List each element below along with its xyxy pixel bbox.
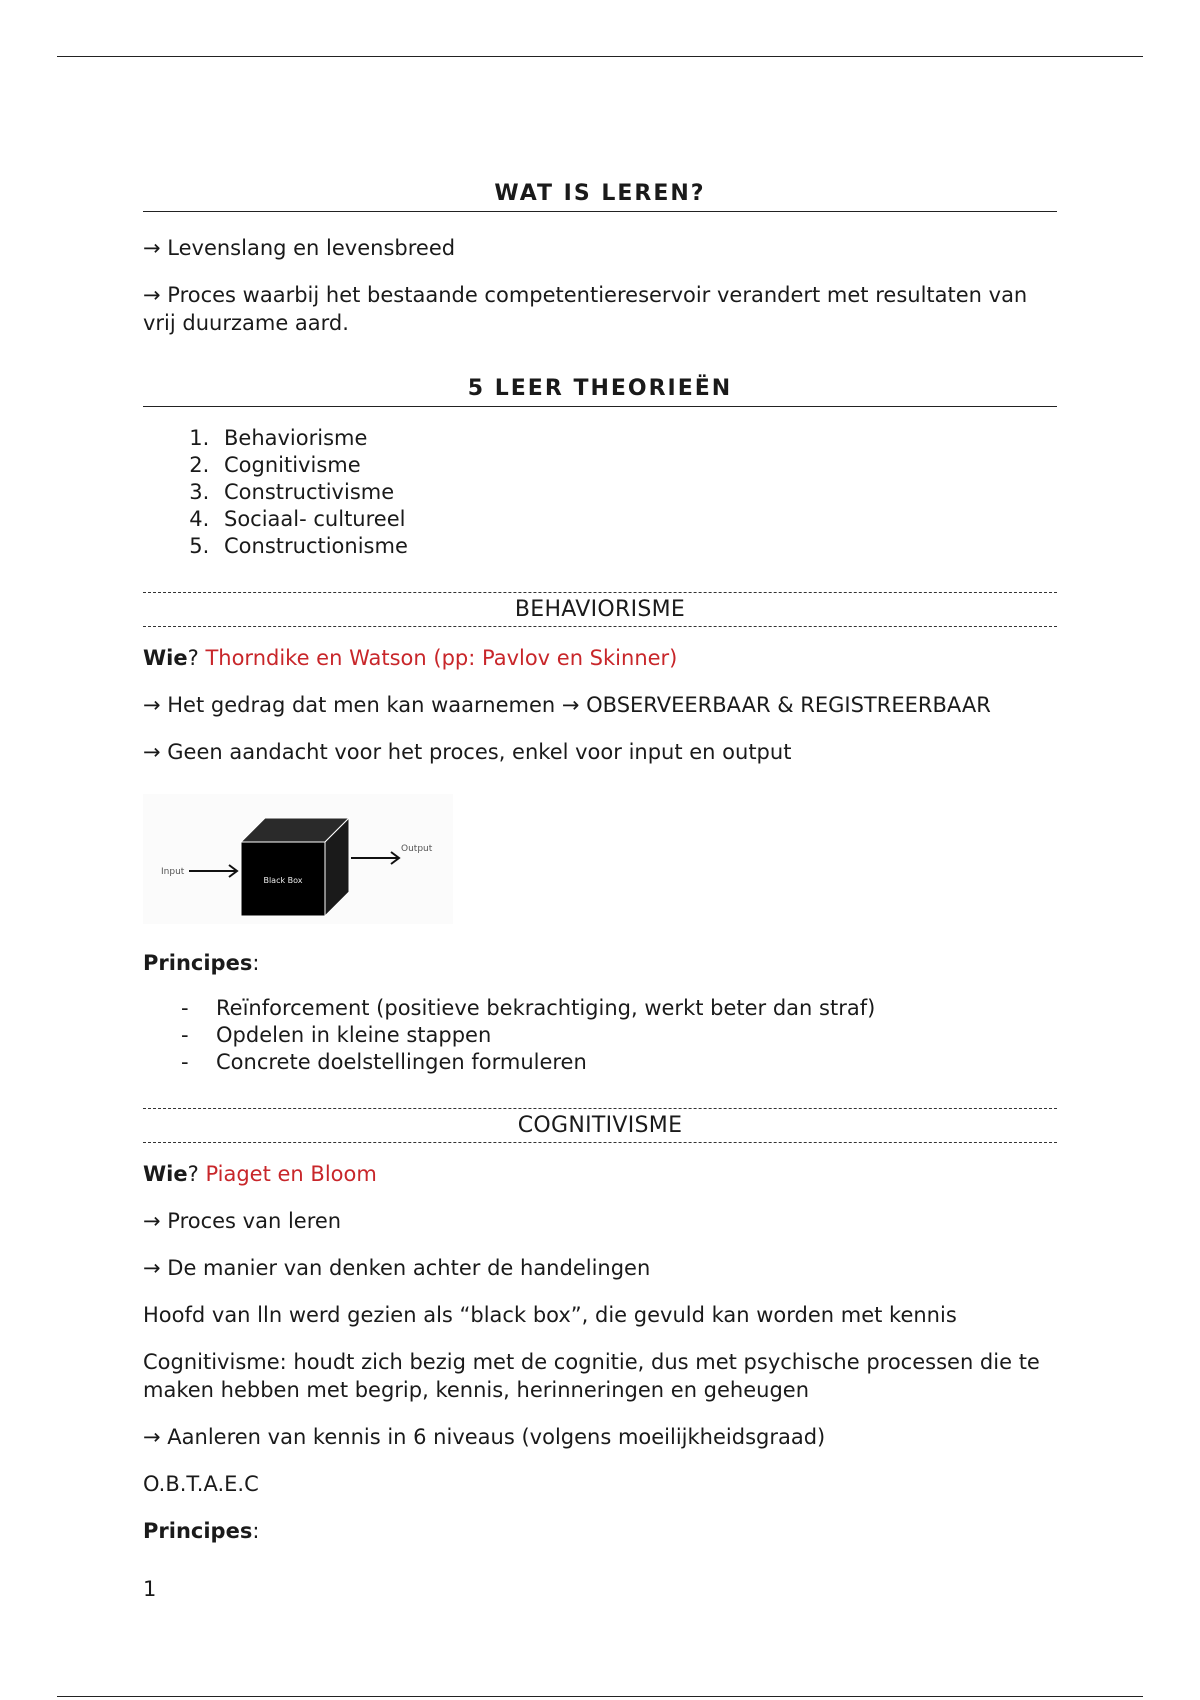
box-label: Black Box	[263, 876, 303, 885]
who-value: Thorndike en Watson (pp: Pavlov en Skinner)	[205, 646, 678, 670]
principles-heading: Principes:	[143, 951, 260, 975]
list-item: - Reïnforcement (positieve bekrachtiging, werkt beter dan straf)	[181, 996, 876, 1020]
paragraph: Cognitivisme: houdt zich bezig met de cognitie, dus met psychische processen die te maken hebben met begrip, kennis, herinneringen en geheugen	[143, 1350, 1040, 1402]
output-label: Output	[401, 844, 433, 854]
list-item: 5. Constructionisme	[216, 533, 1057, 560]
paragraph: → Geen aandacht voor het proces, enkel voor input en output	[143, 740, 792, 764]
page-bottom-rule	[57, 1696, 1143, 1697]
principles-heading: Principes:	[143, 1519, 260, 1543]
who-label: Wie	[143, 646, 188, 670]
who-label: Wie	[143, 1162, 188, 1186]
theory-list	[143, 425, 1057, 560]
who-line	[143, 644, 1057, 672]
page-top-rule	[57, 56, 1143, 57]
list-item: 1. Behaviorisme	[216, 425, 1057, 452]
who-value: Piaget en Bloom	[205, 1162, 377, 1186]
section-title-wat-is-leren: WAT IS LEREN?	[143, 180, 1057, 212]
paragraph: → Aanleren van kennis in 6 niveaus (volgens moeilijkheidsgraad)	[143, 1425, 826, 1449]
section-title-cognitivisme: COGNITIVISME	[143, 1108, 1057, 1143]
list-item: 3. Constructivisme	[216, 479, 1057, 506]
document-body	[143, 180, 1057, 1603]
list-item: 2. Cognitivisme	[216, 452, 1057, 479]
paragraph: → Proces waarbij het bestaande competentiereservoir verandert met resultaten van vrij duurzame aard.	[143, 283, 1028, 335]
section-title-behaviorisme: BEHAVIORISME	[143, 592, 1057, 627]
list-dash: -	[181, 1050, 189, 1074]
list-item: - Concrete doelstellingen formuleren	[181, 1050, 587, 1074]
black-box-svg	[143, 794, 453, 924]
principles-list	[143, 995, 1057, 1076]
input-label: Input	[161, 867, 185, 877]
paragraph: Hoofd van lln werd gezien als “black box”, die gevuld kan worden met kennis	[143, 1303, 957, 1327]
who-punct: ?	[187, 646, 206, 670]
who-punct: ?	[187, 1162, 206, 1186]
list-item: - Opdelen in kleine stappen	[181, 1023, 492, 1047]
paragraph: → Proces van leren	[143, 1209, 342, 1233]
paragraph: → Levenslang en levensbreed	[143, 236, 456, 260]
who-line	[143, 1160, 1057, 1188]
paragraph: O.B.T.A.E.C	[143, 1472, 259, 1496]
page-number: 1	[143, 1577, 157, 1601]
list-item: 4. Sociaal- cultureel	[216, 506, 1057, 533]
black-box-diagram	[143, 794, 453, 924]
list-dash: -	[181, 996, 189, 1020]
paragraph: → De manier van denken achter de handelingen	[143, 1256, 651, 1280]
paragraph: → Het gedrag dat men kan waarnemen → OBSERVEERBAAR & REGISTREERBAAR	[143, 693, 991, 717]
section-title-leer-theorieen: 5 LEER THEORIEËN	[143, 375, 1057, 407]
list-dash: -	[181, 1023, 189, 1047]
